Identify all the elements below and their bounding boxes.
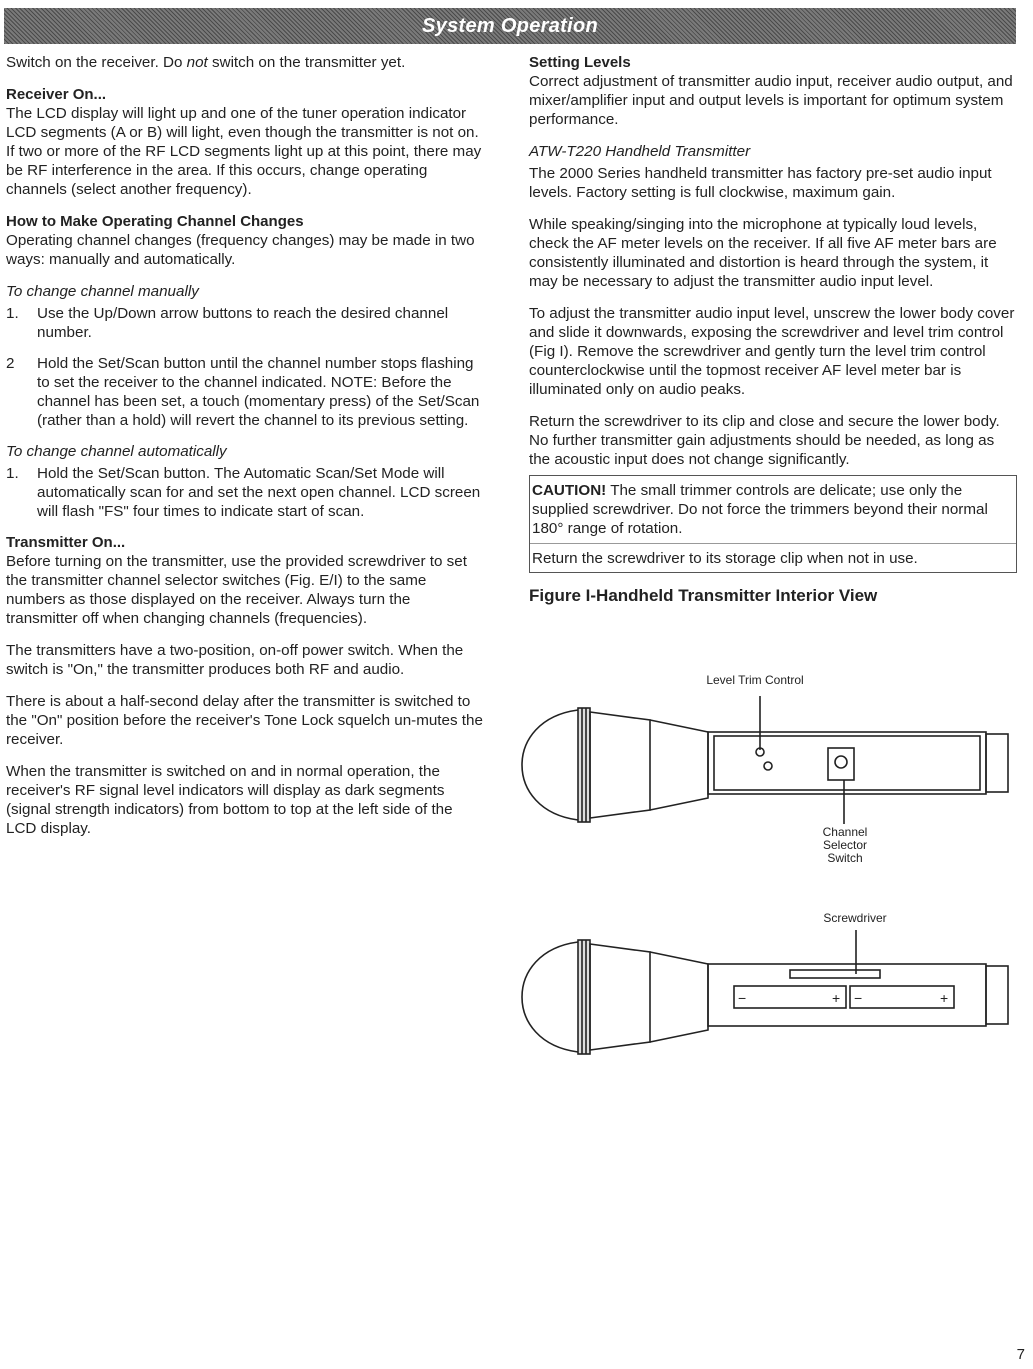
left-column [6,53,484,851]
transmitter-illustration [520,670,1020,1070]
caution-text: The small trimmer controls are delicate; use only the supplied screwdriver. Do not force the trimmers beyond their normal 180° range of rotation. [532,482,988,537]
manual-heading: To change channel manually [6,283,199,300]
level-trim-control [756,696,772,770]
receiver-on-heading: Receiver On... [6,86,107,103]
atw-paragraph: The 2000 Series handheld transmitter has factory pre-set audio input levels. Factory setting is full clockwise, maximum gain. [529,165,992,201]
battery-minus-label: − [738,990,747,1006]
automatic-heading: To change channel automatically [6,443,227,460]
channel-changes-text: Operating channel changes (frequency changes) may be made in two ways: manually and automatically. [6,232,475,268]
transmitter-on-paragraph: There is about a half-second delay after the transmitter is switched to the "On" position before the receiver's Tone Lock squelch un-mutes the receiver. [6,693,483,748]
caution-note: Return the screwdriver to its storage clip when not in use. [530,543,1016,568]
automatic-step: 1. Hold the Set/Scan button. The Automatic Scan/Set Mode will automatically scan for and set the next open channel. LCD screen will flash "FS" four times to indicate start of scan. [6,465,481,520]
setting-levels-text: Correct adjustment of transmitter audio input, receiver audio output, and mixer/amplifier input and output levels is important for optimum system performance. [529,73,1013,128]
section-title: System Operation [422,14,598,37]
battery-minus-label: − [854,990,863,1006]
setting-levels-heading: Setting Levels [529,54,631,71]
atw-paragraph: While speaking/singing into the microphone at typically loud levels, check the AF meter levels on the receiver. If all five AF meter bars are consistently illuminated and distortion is heard through the system, it may be necessary to adjust the transmitter audio input level. [529,216,997,290]
manual-step: 1. Use the Up/Down arrow buttons to reach the desired channel number. [6,305,449,341]
atw-heading: ATW-T220 Handheld Transmitter [529,143,751,160]
receiver-on-text: The LCD display will light up and one of the tuner operation indicator LCD segments (A or B) will light, even though the transmitter is not on. If two or more of the RF LCD segments light up at this point, there may be RF interference in the area. If this occurs, change operating channels (select another frequency). [6,105,482,198]
figure-title: Figure I-Handheld Transmitter Interior View [529,586,878,605]
microphone-bottom-view [522,930,1008,1054]
battery-right [850,986,954,1008]
channel-changes-heading: How to Make Operating Channel Changes [6,213,304,230]
page-number: 7 [1016,1346,1025,1363]
battery-plus-label: + [832,990,841,1006]
channel-selector-switch [828,748,854,824]
atw-paragraph: To adjust the transmitter audio input level, unscrew the lower body cover and slide it downwards, exposing the screwdriver and level trim control (Fig I). Remove the screwdriver and gently turn the level trim control counterclockwise until the topmost receiver AF level meter bar is illuminated only on audio peaks. [529,305,1015,398]
intro-text: Switch on the receiver. Do not switch on the transmitter yet. [6,54,406,71]
battery-left [734,986,846,1008]
atw-paragraph: Return the screwdriver to its clip and close and secure the lower body. No further transmitter gain adjustments should be needed, as long as the acoustic input does not change significantly. [529,413,1000,468]
channel-selector-label: Channel Selector Switch [822,825,868,865]
transmitter-on-paragraph: Before turning on the transmitter, use the provided screwdriver to set the transmitter channel selector switches (Fig. E/I) to the same numbers as those displayed on the receiver. Always turn the transmitter off when changing channels (frequencies). [6,553,467,627]
transmitter-on-paragraph: When the transmitter is switched on and in normal operation, the receiver's RF signal level indicators will display as dark segments (signal strength indicators) from bottom to top at the left side of the LCD display. [6,763,453,837]
transmitter-on-heading: Transmitter On... [6,534,126,551]
manual-step: 2 Hold the Set/Scan button until the channel number stops flashing to set the receiver to the channel indicated. NOTE: Before the channel has been set, a touch (momentary press) of the Set/Scan (rather than a hold) will revert the channel to its previous setting. [6,355,480,429]
section-banner [4,8,1016,44]
microphone-top-view [522,708,1008,822]
screwdriver-label: Screwdriver [823,911,887,925]
right-column [529,53,1017,605]
battery-plus-label: + [940,990,949,1006]
transmitter-figure [520,670,1020,1070]
caution-label: CAUTION! [532,482,607,499]
level-trim-label: Level Trim Control [706,673,804,687]
transmitter-on-paragraph: The transmitters have a two-position, on-off power switch. When the switch is "On," the transmitter produces both RF and audio. [6,642,464,678]
caution-box [529,475,1017,573]
